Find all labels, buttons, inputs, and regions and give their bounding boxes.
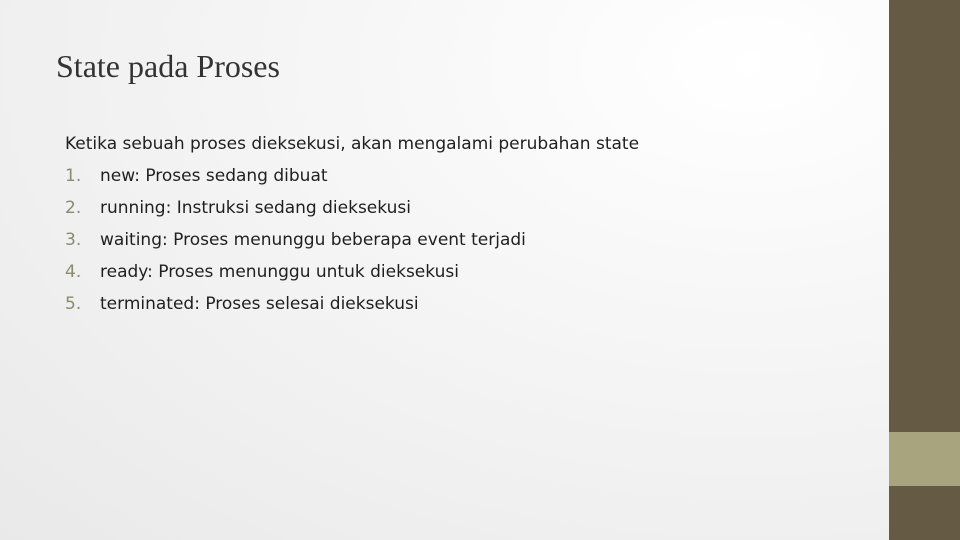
list-item xyxy=(65,192,865,224)
list-item-text: running: Instruksi sedang dieksekusi xyxy=(100,198,411,218)
list-item xyxy=(65,224,865,256)
list-item xyxy=(65,256,865,288)
list-item-text: ready: Proses menunggu untuk dieksekusi xyxy=(100,262,459,282)
side-bar-top xyxy=(889,0,960,432)
list-number: 1. xyxy=(65,166,82,186)
list-number: 2. xyxy=(65,198,82,218)
list-number: 3. xyxy=(65,230,82,250)
list-item xyxy=(65,288,865,320)
side-bar-bottom xyxy=(889,486,960,540)
intro-text: Ketika sebuah proses dieksekusi, akan mengalami perubahan state xyxy=(65,134,640,154)
side-accent-bar xyxy=(889,0,960,540)
list-number: 5. xyxy=(65,294,82,314)
state-list xyxy=(65,160,865,320)
slide-title: State pada Proses xyxy=(56,48,280,84)
list-item-text: waiting: Proses menunggu beberapa event terjadi xyxy=(100,230,526,250)
list-number: 4. xyxy=(65,262,82,282)
side-bar-middle xyxy=(889,432,960,486)
list-item-text: new: Proses sedang dibuat xyxy=(100,166,328,186)
list-item xyxy=(65,160,865,192)
list-item-text: terminated: Proses selesai dieksekusi xyxy=(100,294,419,314)
slide-content xyxy=(65,128,865,320)
